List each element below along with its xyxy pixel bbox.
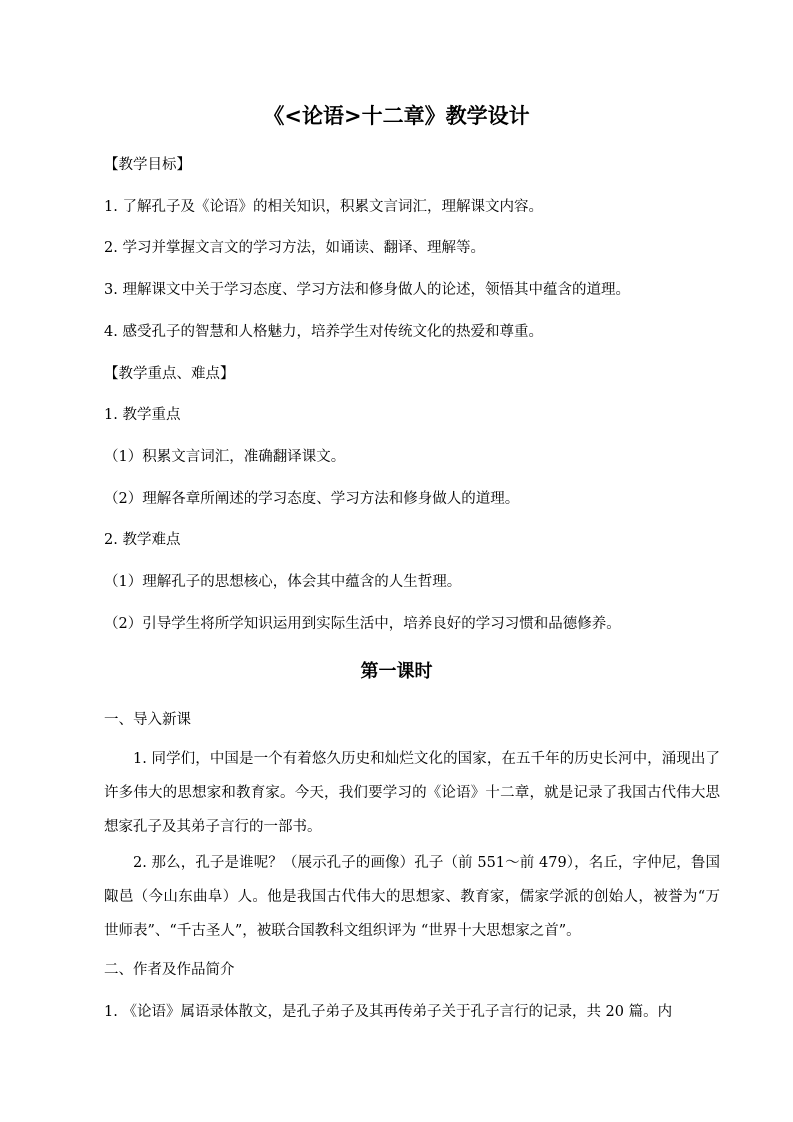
objectives-heading: 【教学目标】	[104, 157, 191, 173]
objective-item-4: 4. 感受孔子的智慧和人格魅力，培养学生对传统文化的热爱和尊重。	[104, 324, 543, 340]
focus-heading: 【教学重点、难点】	[104, 366, 235, 382]
key-points-label: 1. 教学重点	[104, 407, 181, 423]
author-paragraph-1: 1. 《论语》属语录体散文，是孔子弟子及其再传弟子关于孔子言行的记录，共 20 篇。内	[104, 1004, 673, 1020]
key-point-item-2: （2）理解各章所阐述的学习态度、学习方法和修身做人的道理。	[104, 491, 520, 507]
key-point-item-1: （1）积累文言词汇，准确翻译课文。	[104, 449, 346, 465]
intro-paragraph-2: 2. 那么，孔子是谁呢？（展示孔子的画像）孔子（前 551～前 479），名丘，字仲尼，鲁国陬邑（今山东曲阜）人。他是我国古代伟大的思想家、教育家，儒家学派的创始人，被誉为“万世师表”、“千古圣人”，被联合国教科文组织评为 “世界十大思想家之首”。	[104, 855, 720, 939]
objective-item-3: 3. 理解课文中关于学习态度、学习方法和修身做人的论述，领悟其中蕴含的道理。	[104, 282, 630, 298]
difficulty-label: 2. 教学难点	[104, 532, 181, 548]
lesson-heading: 第一课时	[360, 661, 433, 682]
objective-item-1: 1. 了解孔子及《论语》的相关知识，积累文言词汇，理解课文内容。	[104, 199, 543, 215]
difficulty-item-2: （2）引导学生将所学知识运用到实际生活中，培养良好的学习习惯和品德修养。	[104, 616, 621, 632]
intro-paragraph-1: 1. 同学们，中国是一个有着悠久历史和灿烂文化的国家，在五千年的历史长河中，涌现出了许多伟大的思想家和教育家。今天，我们要学习的《论语》十二章，就是记录了我国古代伟大思想家孔子及其弟子言行的一部书。	[104, 751, 720, 835]
section-heading-author: 二、作者及作品简介	[104, 962, 235, 978]
difficulty-item-1: （1）理解孔子的思想核心，体会其中蕴含的人生哲理。	[104, 574, 462, 590]
section-heading-intro: 一、导入新课	[104, 712, 191, 728]
document-title: 《<论语>十二章》教学设计	[263, 104, 530, 128]
objective-item-2: 2. 学习并掌握文言文的学习方法，如诵读、翻译、理解等。	[104, 240, 485, 256]
